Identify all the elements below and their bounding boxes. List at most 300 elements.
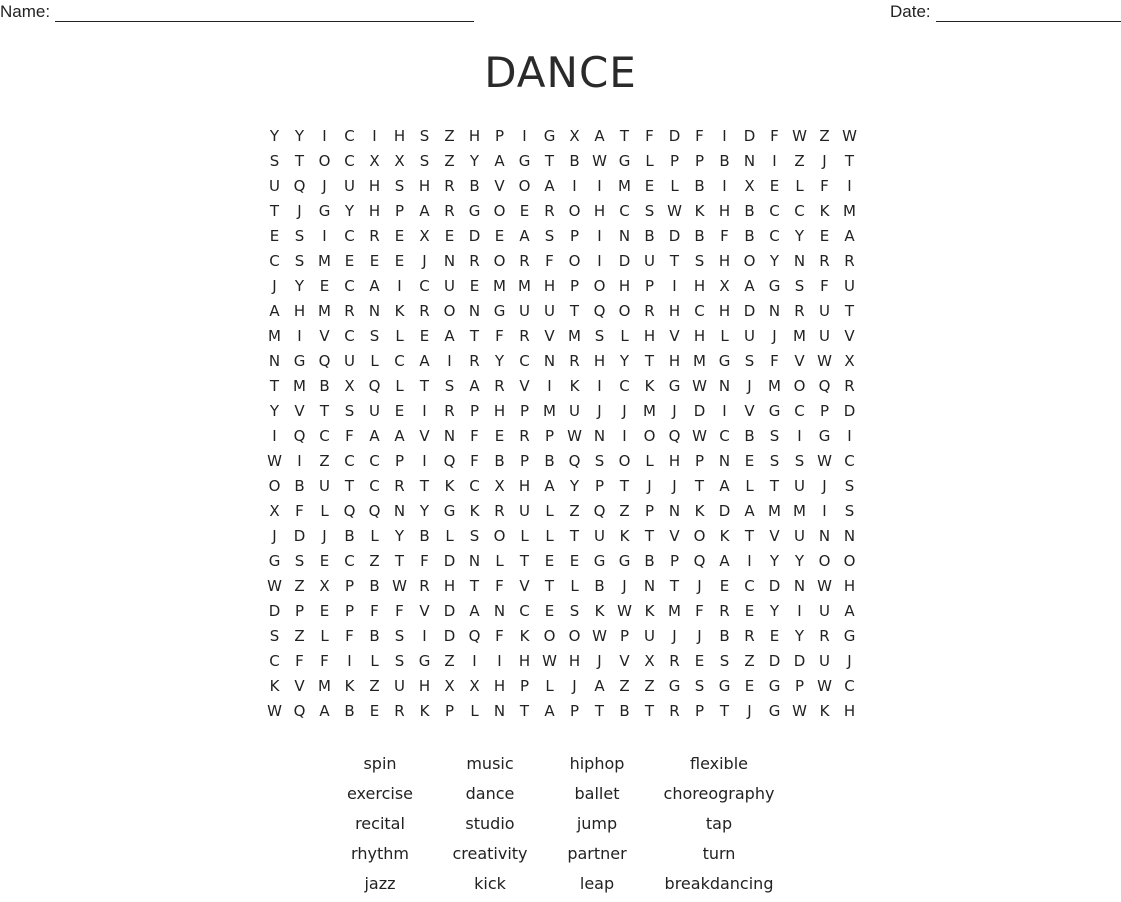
grid-letter[interactable]: V [519,577,530,595]
grid-letter[interactable]: E [444,227,455,245]
grid-letter[interactable]: S [769,427,780,445]
grid-letter[interactable]: F [820,177,829,195]
grid-letter[interactable]: X [394,152,405,170]
grid-letter[interactable]: T [319,402,330,420]
grid-letter[interactable]: M [318,677,331,695]
grid-letter[interactable]: O [618,452,631,470]
grid-letter[interactable]: B [744,427,755,445]
grid-letter[interactable]: K [269,677,280,695]
grid-letter[interactable]: I [747,552,752,570]
grid-letter[interactable]: J [272,277,277,295]
grid-letter[interactable]: C [519,602,530,620]
grid-letter[interactable]: G [668,377,681,395]
grid-letter[interactable]: F [695,602,704,620]
grid-letter[interactable]: Z [619,502,630,520]
grid-letter[interactable]: M [493,277,506,295]
grid-letter[interactable]: A [519,227,530,245]
grid-letter[interactable]: E [744,677,755,695]
grid-letter[interactable]: S [744,352,755,370]
grid-letter[interactable]: S [769,452,780,470]
grid-letter[interactable]: I [347,652,352,670]
grid-letter[interactable]: C [519,352,530,370]
grid-letter[interactable]: M [318,302,331,320]
grid-letter[interactable]: T [344,477,355,495]
grid-letter[interactable]: C [619,377,630,395]
grid-letter[interactable]: F [695,127,704,145]
grid-letter[interactable]: R [569,352,580,370]
grid-letter[interactable]: C [344,127,355,145]
grid-letter[interactable]: A [719,477,730,495]
grid-letter[interactable]: U [269,177,280,195]
grid-letter[interactable]: L [545,502,554,520]
grid-letter[interactable]: X [344,377,355,395]
grid-letter[interactable]: T [744,527,755,545]
grid-letter[interactable]: W [592,152,607,170]
grid-letter[interactable]: Z [744,652,755,670]
grid-letter[interactable]: C [344,152,355,170]
grid-letter[interactable]: F [495,577,504,595]
grid-letter[interactable]: K [719,527,730,545]
grid-letter[interactable]: R [494,502,505,520]
grid-letter[interactable]: P [519,402,530,420]
grid-letter[interactable]: G [418,652,431,670]
grid-letter[interactable]: C [719,427,730,445]
grid-letter[interactable]: B [344,527,355,545]
grid-letter[interactable]: M [618,177,631,195]
grid-letter[interactable]: T [394,552,405,570]
grid-letter[interactable]: P [669,552,680,570]
grid-letter[interactable]: F [770,352,779,370]
grid-letter[interactable]: E [269,227,280,245]
grid-letter[interactable]: U [794,527,805,545]
grid-letter[interactable]: Z [319,452,330,470]
grid-letter[interactable]: F [345,627,354,645]
grid-letter[interactable]: L [570,577,579,595]
grid-letter[interactable]: J [672,627,677,645]
grid-letter[interactable]: R [469,252,480,270]
grid-letter[interactable]: D [668,227,681,245]
grid-letter[interactable]: L [320,627,329,645]
grid-letter[interactable]: L [495,552,504,570]
grid-letter[interactable]: T [844,152,855,170]
grid-letter[interactable]: C [344,452,355,470]
grid-letter[interactable]: N [393,502,406,520]
grid-letter[interactable]: X [744,177,755,195]
grid-letter[interactable]: I [422,402,427,420]
grid-letter[interactable]: I [822,502,827,520]
grid-letter[interactable]: E [694,652,705,670]
grid-letter[interactable]: D [468,227,481,245]
grid-letter[interactable]: N [493,602,506,620]
grid-letter[interactable]: U [344,177,355,195]
grid-letter[interactable]: H [418,177,431,195]
grid-letter[interactable]: U [394,677,405,695]
grid-letter[interactable]: B [344,702,355,720]
grid-letter[interactable]: K [819,702,830,720]
grid-letter[interactable]: F [295,502,304,520]
grid-letter[interactable]: Y [294,277,305,295]
grid-letter[interactable]: I [672,277,677,295]
grid-letter[interactable]: U [794,477,805,495]
grid-letter[interactable]: H [393,127,406,145]
grid-letter[interactable]: E [644,177,655,195]
grid-letter[interactable]: E [394,402,405,420]
grid-letter[interactable]: J [672,402,677,420]
grid-letter[interactable]: D [768,652,781,670]
grid-letter[interactable]: K [419,702,430,720]
grid-letter[interactable]: J [822,152,827,170]
grid-letter[interactable]: B [644,227,655,245]
grid-letter[interactable]: D [268,602,281,620]
grid-letter[interactable]: B [569,152,580,170]
grid-letter[interactable]: R [444,202,455,220]
grid-letter[interactable]: S [594,327,605,345]
grid-letter[interactable]: X [269,502,280,520]
grid-letter[interactable]: A [394,427,405,445]
grid-letter[interactable]: L [370,352,379,370]
grid-letter[interactable]: R [519,252,530,270]
grid-letter[interactable]: U [369,402,380,420]
grid-letter[interactable]: J [422,252,427,270]
grid-letter[interactable]: J [697,627,702,645]
grid-letter[interactable]: I [597,252,602,270]
grid-letter[interactable]: Z [444,652,455,670]
grid-letter[interactable]: L [445,527,454,545]
grid-letter[interactable]: J [847,652,852,670]
grid-letter[interactable]: R [669,702,680,720]
grid-letter[interactable]: I [797,602,802,620]
grid-letter[interactable]: P [794,677,805,695]
grid-letter[interactable]: B [419,527,430,545]
grid-letter[interactable]: U [519,502,530,520]
grid-letter[interactable]: V [794,352,805,370]
grid-letter[interactable]: R [394,477,405,495]
grid-letter[interactable]: X [369,152,380,170]
grid-letter[interactable]: G [293,352,306,370]
grid-letter[interactable]: V [844,327,855,345]
grid-letter[interactable]: O [568,252,581,270]
grid-letter[interactable]: P [344,602,355,620]
grid-letter[interactable]: U [644,252,655,270]
grid-letter[interactable]: T [469,327,480,345]
grid-letter[interactable]: I [547,377,552,395]
grid-letter[interactable]: Q [668,427,681,445]
grid-letter[interactable]: T [519,702,530,720]
grid-letter[interactable]: W [267,452,282,470]
grid-letter[interactable]: W [392,577,407,595]
grid-letter[interactable]: P [694,702,705,720]
grid-letter[interactable]: H [718,302,731,320]
grid-letter[interactable]: T [719,702,730,720]
grid-letter[interactable]: H [668,452,681,470]
grid-letter[interactable]: Y [769,252,780,270]
grid-letter[interactable]: R [419,577,430,595]
grid-letter[interactable]: E [369,702,380,720]
grid-letter[interactable]: B [594,577,605,595]
grid-letter[interactable]: A [469,377,480,395]
grid-letter[interactable]: E [319,552,330,570]
grid-letter[interactable]: N [818,527,831,545]
grid-letter[interactable]: H [568,652,581,670]
grid-letter[interactable]: C [844,677,855,695]
grid-letter[interactable]: J [297,202,302,220]
grid-letter[interactable]: N [493,702,506,720]
grid-letter[interactable]: U [544,302,555,320]
grid-letter[interactable]: S [694,677,705,695]
grid-letter[interactable]: I [847,427,852,445]
grid-letter[interactable]: S [294,252,305,270]
grid-letter[interactable]: A [444,327,455,345]
grid-letter[interactable]: H [443,577,456,595]
grid-letter[interactable]: Q [443,452,456,470]
grid-letter[interactable]: F [645,127,654,145]
grid-letter[interactable]: P [519,452,530,470]
grid-letter[interactable]: W [792,127,807,145]
grid-letter[interactable]: V [619,652,630,670]
grid-letter[interactable]: O [568,627,581,645]
grid-letter[interactable]: I [447,352,452,370]
grid-letter[interactable]: G [768,677,781,695]
grid-letter[interactable]: X [569,127,580,145]
grid-letter[interactable]: C [344,327,355,345]
grid-letter[interactable]: Z [369,552,380,570]
grid-letter[interactable]: A [744,502,755,520]
grid-letter[interactable]: H [518,477,531,495]
grid-letter[interactable]: G [518,152,531,170]
grid-letter[interactable]: I [272,427,277,445]
grid-letter[interactable]: Y [569,477,580,495]
grid-letter[interactable]: N [793,252,806,270]
grid-letter[interactable]: B [544,452,555,470]
grid-letter[interactable]: L [395,377,404,395]
grid-letter[interactable]: B [294,477,305,495]
grid-letter[interactable]: K [344,677,355,695]
grid-letter[interactable]: V [319,327,330,345]
grid-letter[interactable]: U [644,627,655,645]
grid-letter[interactable]: F [420,552,429,570]
grid-letter[interactable]: O [593,277,606,295]
grid-letter[interactable]: I [297,327,302,345]
grid-letter[interactable]: R [519,427,530,445]
grid-letter[interactable]: E [394,252,405,270]
grid-letter[interactable]: O [643,427,656,445]
grid-letter[interactable]: F [820,277,829,295]
grid-letter[interactable]: E [319,602,330,620]
grid-letter[interactable]: N [768,302,781,320]
grid-letter[interactable]: Z [369,677,380,695]
grid-letter[interactable]: O [543,627,556,645]
grid-letter[interactable]: N [668,502,681,520]
grid-letter[interactable]: I [422,627,427,645]
grid-letter[interactable]: L [395,327,404,345]
grid-letter[interactable]: K [469,502,480,520]
grid-letter[interactable]: A [419,202,430,220]
grid-letter[interactable]: N [793,577,806,595]
grid-letter[interactable]: Y [769,552,780,570]
grid-letter[interactable]: I [322,227,327,245]
grid-letter[interactable]: I [572,177,577,195]
grid-letter[interactable]: M [318,252,331,270]
grid-letter[interactable]: E [494,227,505,245]
date-blank-line[interactable] [936,3,1121,22]
grid-letter[interactable]: V [419,427,430,445]
grid-letter[interactable]: R [544,202,555,220]
grid-letter[interactable]: T [694,477,705,495]
grid-letter[interactable]: P [644,277,655,295]
grid-letter[interactable]: V [769,527,780,545]
grid-letter[interactable]: S [569,602,580,620]
grid-letter[interactable]: O [793,377,806,395]
grid-letter[interactable]: J [697,577,702,595]
grid-letter[interactable]: W [692,427,707,445]
grid-letter[interactable]: A [594,127,605,145]
grid-letter[interactable]: E [419,327,430,345]
grid-letter[interactable]: Q [593,302,606,320]
grid-letter[interactable]: J [572,677,577,695]
grid-letter[interactable]: C [769,202,780,220]
grid-letter[interactable]: D [718,502,731,520]
grid-letter[interactable]: D [693,402,706,420]
grid-letter[interactable]: A [719,552,730,570]
grid-letter[interactable]: T [594,702,605,720]
grid-letter[interactable]: T [669,252,680,270]
grid-letter[interactable]: U [519,302,530,320]
grid-letter[interactable]: C [744,577,755,595]
grid-letter[interactable]: A [369,277,380,295]
grid-letter[interactable]: E [544,552,555,570]
grid-letter[interactable]: P [619,627,630,645]
grid-letter[interactable]: C [769,227,780,245]
grid-letter[interactable]: E [494,427,505,445]
grid-letter[interactable]: C [469,477,480,495]
grid-letter[interactable]: L [520,527,529,545]
grid-letter[interactable]: H [718,202,731,220]
grid-letter[interactable]: R [419,302,430,320]
grid-letter[interactable]: T [569,302,580,320]
grid-letter[interactable]: U [319,477,330,495]
grid-letter[interactable]: E [369,252,380,270]
grid-letter[interactable]: U [819,327,830,345]
grid-letter[interactable]: T [669,577,680,595]
grid-letter[interactable]: S [394,652,405,670]
grid-letter[interactable]: J [622,577,627,595]
grid-letter[interactable]: O [493,202,506,220]
grid-letter[interactable]: R [369,227,380,245]
grid-letter[interactable]: K [394,302,405,320]
grid-letter[interactable]: E [344,252,355,270]
grid-letter[interactable]: Q [568,452,581,470]
grid-letter[interactable]: P [669,152,680,170]
grid-letter[interactable]: N [443,252,456,270]
grid-letter[interactable]: J [747,377,752,395]
grid-letter[interactable]: E [744,452,755,470]
grid-letter[interactable]: U [844,277,855,295]
grid-letter[interactable]: C [419,277,430,295]
grid-letter[interactable]: G [818,427,831,445]
grid-letter[interactable]: Z [569,502,580,520]
grid-letter[interactable]: F [370,602,379,620]
grid-letter[interactable]: D [293,527,306,545]
grid-letter[interactable]: Y [619,352,630,370]
grid-letter[interactable]: G [618,152,631,170]
grid-letter[interactable]: S [294,227,305,245]
grid-letter[interactable]: Z [794,152,805,170]
grid-letter[interactable]: O [493,527,506,545]
grid-letter[interactable]: F [345,427,354,445]
grid-letter[interactable]: C [844,452,855,470]
grid-letter[interactable]: H [493,402,506,420]
grid-letter[interactable]: M [668,602,681,620]
grid-letter[interactable]: O [518,177,531,195]
grid-letter[interactable]: T [644,527,655,545]
grid-letter[interactable]: S [469,527,480,545]
grid-letter[interactable]: P [644,502,655,520]
grid-letter[interactable]: P [594,477,605,495]
grid-letter[interactable]: L [795,177,804,195]
grid-letter[interactable]: W [817,452,832,470]
grid-letter[interactable]: I [722,127,727,145]
grid-letter[interactable]: J [622,402,627,420]
grid-letter[interactable]: Q [368,502,381,520]
grid-letter[interactable]: E [769,627,780,645]
grid-letter[interactable]: D [743,302,756,320]
grid-letter[interactable]: V [669,327,680,345]
grid-letter[interactable]: P [444,702,455,720]
grid-letter[interactable]: S [544,227,555,245]
grid-letter[interactable]: D [843,402,856,420]
grid-letter[interactable]: E [744,602,755,620]
grid-letter[interactable]: T [519,552,530,570]
grid-letter[interactable]: I [497,652,502,670]
grid-letter[interactable]: Y [769,602,780,620]
grid-letter[interactable]: A [494,152,505,170]
grid-letter[interactable]: L [545,677,554,695]
grid-letter[interactable]: K [519,627,530,645]
grid-letter[interactable]: W [267,702,282,720]
grid-letter[interactable]: X [494,477,505,495]
grid-letter[interactable]: U [569,402,580,420]
grid-letter[interactable]: R [644,302,655,320]
grid-letter[interactable]: R [344,302,355,320]
grid-letter[interactable]: W [817,677,832,695]
grid-letter[interactable]: P [519,677,530,695]
grid-letter[interactable]: Y [419,502,430,520]
grid-letter[interactable]: E [469,277,480,295]
grid-letter[interactable]: T [769,477,780,495]
grid-letter[interactable]: D [668,127,681,145]
grid-letter[interactable]: P [694,452,705,470]
grid-letter[interactable]: O [443,302,456,320]
grid-letter[interactable]: E [394,227,405,245]
grid-letter[interactable]: L [645,452,654,470]
grid-letter[interactable]: M [793,327,806,345]
grid-letter[interactable]: W [667,202,682,220]
grid-letter[interactable]: E [319,277,330,295]
grid-letter[interactable]: R [444,177,455,195]
grid-letter[interactable]: N [468,302,481,320]
grid-letter[interactable]: N [718,452,731,470]
grid-letter[interactable]: N [618,227,631,245]
grid-letter[interactable]: X [644,652,655,670]
grid-letter[interactable]: I [622,427,627,445]
grid-letter[interactable]: M [568,327,581,345]
grid-letter[interactable]: D [618,252,631,270]
grid-letter[interactable]: N [368,302,381,320]
grid-letter[interactable]: C [344,277,355,295]
grid-letter[interactable]: R [719,602,730,620]
grid-letter[interactable]: C [344,552,355,570]
grid-letter[interactable]: F [295,652,304,670]
